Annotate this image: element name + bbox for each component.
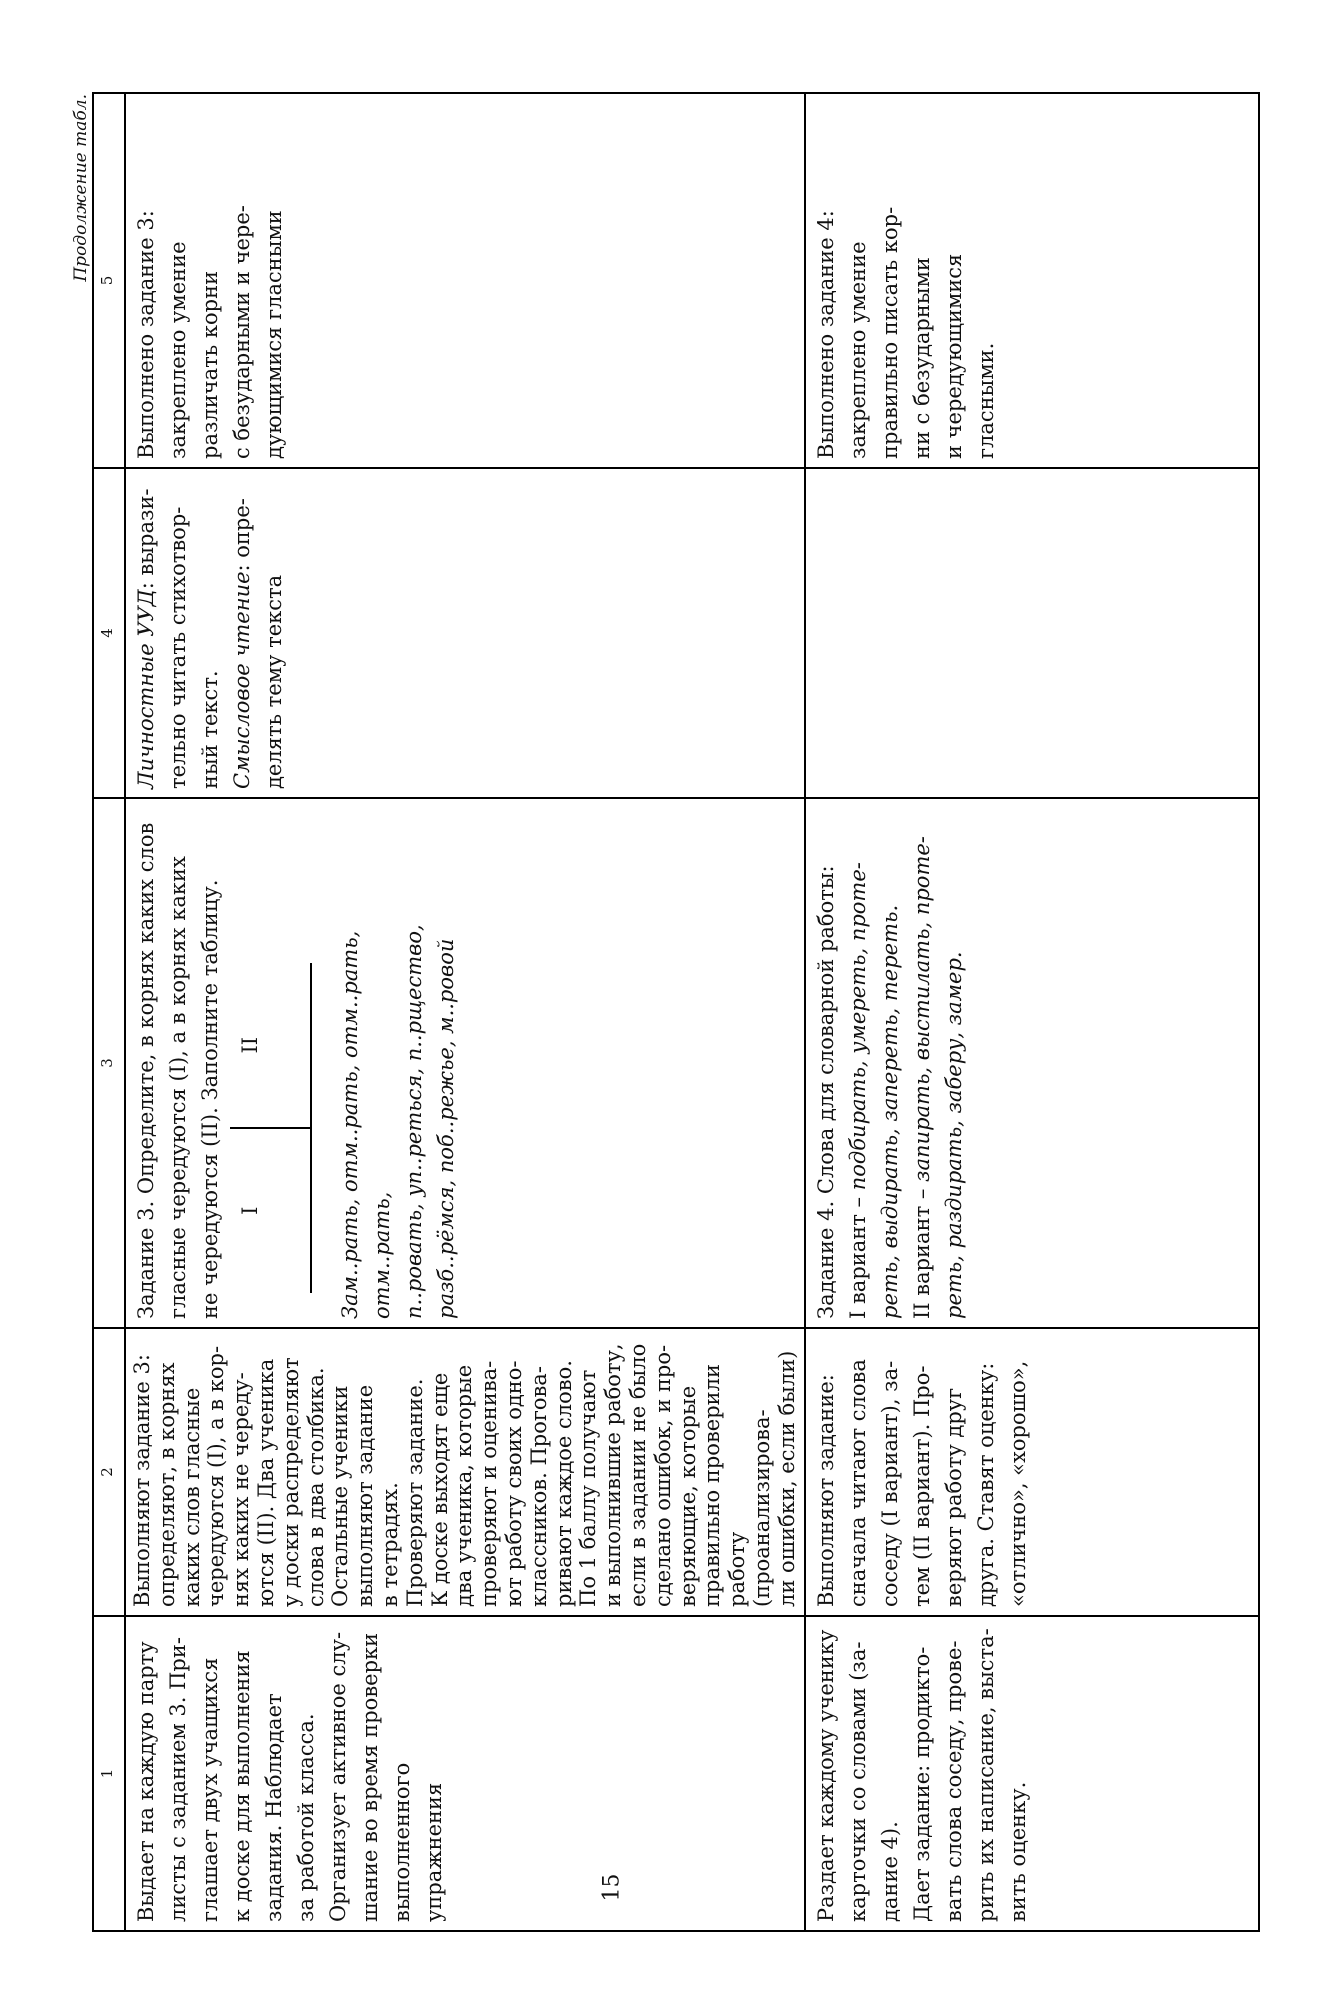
text-line: Остальные ученики: [328, 1385, 353, 1607]
text-line: [842, 807, 874, 1319]
text-line: друга. Ставят оценку:: [973, 1362, 998, 1607]
student-activity-cell: [125, 1328, 805, 1616]
variant-words: реть, раздирать, заберу, замер.: [941, 951, 966, 1319]
text-line: «отлично», «хорошо»,: [1005, 1360, 1030, 1607]
text-line: проверяют и оценива-: [477, 1360, 502, 1607]
text-line: дующимися гласными: [262, 210, 286, 459]
result-cell: [125, 93, 805, 468]
text-line: [130, 477, 162, 789]
text-line: [226, 477, 258, 789]
text-line: рить их написание, выста-: [973, 1628, 998, 1922]
column-header-3: 3: [93, 798, 125, 1328]
lesson-table: [92, 92, 1260, 1932]
text-line: Раздает каждому ученику: [813, 1629, 838, 1922]
text-line: нях каких не череду-: [229, 1372, 254, 1607]
text-fragment: : опре-: [230, 498, 254, 572]
text-line: Задание 4. Слова для словарной работы:: [813, 865, 838, 1319]
text-line: ются (II). Два ученика: [253, 1358, 278, 1607]
word-list-line: п..ровать, уп..реться, п..рщество,: [402, 924, 426, 1319]
text-line: не чередуются (II). Заполните таблицу.: [198, 879, 222, 1319]
text-line: ный текст.: [198, 670, 222, 789]
text-line: вить оценку.: [1005, 1781, 1030, 1922]
column-header-1: 1: [93, 1616, 125, 1931]
header-row: [93, 93, 125, 1931]
text-line: гласными.: [973, 342, 998, 459]
text-line: выполненного упражнения: [390, 1762, 446, 1922]
text-line: ют работу своих одно-: [501, 1360, 526, 1607]
text-line: различать корни: [198, 270, 222, 459]
text-line: в тетрадях.: [377, 1482, 402, 1607]
text-line: ривают каждое слово.: [551, 1360, 576, 1607]
task-content-cell: [125, 798, 805, 1328]
text-line: слова в два столбика.: [303, 1367, 328, 1607]
classification-header: II: [238, 1036, 262, 1054]
variant-label: I вариант –: [845, 1190, 870, 1319]
text-line: за работой класса.: [294, 1713, 318, 1922]
text-line: глашает двух учащихся: [198, 1657, 222, 1922]
text-line: Выполнено задание 3:: [134, 210, 158, 459]
classification-header: I: [238, 1206, 262, 1215]
column-header-4: 4: [93, 468, 125, 798]
page-number: 15: [599, 1873, 625, 1902]
text-line: правильно писать кор-: [877, 206, 902, 459]
text-line: каких слов гласные: [179, 1387, 204, 1607]
continued-label: Продолжение табл.: [71, 94, 91, 282]
text-line: дание 4).: [877, 1821, 902, 1922]
uud-cell: [805, 468, 1259, 798]
text-line: и выполнившие работу,: [601, 1343, 626, 1607]
text-line: задания. Наблюдает: [262, 1693, 286, 1922]
table-row-task3: [125, 93, 805, 1931]
rotated-page: [70, 94, 1260, 1932]
text-line: закреплено умение: [845, 241, 870, 459]
column-header-5: 5: [93, 93, 125, 468]
text-line: ни с безударными: [909, 257, 934, 459]
text-line: выполняют задание: [353, 1384, 378, 1607]
text-line: закреплено умение: [166, 241, 190, 459]
text-line: ли ошибки, если были): [774, 1350, 799, 1607]
text-line: работу (проанализирова-: [725, 1409, 774, 1607]
column-header-2: 2: [93, 1328, 125, 1616]
word-list-line: Зам..рать, отм..рать, отм..рать, отм..рать,: [338, 930, 394, 1319]
text-line: веряющие, которые: [675, 1385, 700, 1607]
text-line: [906, 807, 938, 1319]
text-line: К доске выходят еще: [427, 1372, 452, 1607]
text-line: Дает задание: продикто-: [909, 1646, 934, 1922]
text-line: Выполнено задание 4:: [813, 210, 838, 459]
text-line: веряют работу друг: [941, 1387, 966, 1607]
text-line: два ученика, которые: [452, 1364, 477, 1607]
text-line: с безударными и чере-: [230, 205, 254, 459]
text-line: если в задании не было: [625, 1343, 650, 1607]
variant-words: запирать, выстилать, проте-: [909, 836, 934, 1182]
classification-column-ii: [230, 963, 312, 1130]
classification-table: [230, 963, 312, 1293]
result-cell: [805, 93, 1259, 468]
text-line: вать слова соседу, прове-: [941, 1640, 966, 1922]
text-line: тем (II вариант). Про-: [909, 1365, 934, 1607]
table-row-task4: [805, 93, 1259, 1931]
text-line: По 1 баллу получают: [576, 1369, 601, 1607]
student-activity-cell: [805, 1328, 1259, 1616]
text-line: Задание 3. Определите, в корнях каких слов: [134, 822, 158, 1319]
text-line: Проверяют задание.: [402, 1378, 427, 1607]
text-line: сначала читают слова: [845, 1359, 870, 1607]
teacher-activity-cell: [125, 1616, 805, 1931]
classification-column-i: [230, 1129, 312, 1294]
text-line: правильно проверили: [700, 1364, 725, 1607]
text-line: определяют, в корнях: [154, 1362, 179, 1607]
text-line: к доске для выполнения: [230, 1650, 254, 1922]
text-line: классников. Прогова-: [526, 1366, 551, 1607]
word-list-line: разб..рёмся, поб..режье, м..ровой: [434, 938, 458, 1319]
text-line: Организует активное слу-: [326, 1631, 350, 1922]
text-line: сделано ошибок, и про-: [650, 1344, 675, 1607]
variant-words: реть, выдирать, запереть, тереть.: [877, 904, 902, 1319]
text-line: карточки со словами (за-: [845, 1641, 870, 1922]
variant-label: II вариант –: [909, 1181, 934, 1319]
uud-cell: [125, 468, 805, 798]
text-line: и чередующимися: [941, 253, 966, 459]
text-line: Выполняют задание:: [813, 1374, 838, 1607]
text-line: гласные чередуются (I), а в корнях каких: [166, 856, 190, 1319]
text-line: делять тему текста: [262, 574, 286, 789]
text-line: Выполняют задание 3:: [130, 1354, 154, 1607]
teacher-activity-cell: [805, 1616, 1259, 1931]
uud-term: Смысловое чтение: [230, 571, 254, 789]
uud-term: Личностные УУД: [134, 589, 158, 789]
text-line: листы с заданием 3. При-: [166, 1637, 190, 1922]
text-line: шание во время проверки: [358, 1632, 382, 1922]
text-line: чередуются (I), а в кор-: [204, 1345, 229, 1607]
task-content-cell: [805, 798, 1259, 1328]
text-line: соседу (I вариант), за-: [877, 1360, 902, 1607]
text-fragment: : вырази-: [134, 488, 158, 590]
text-line: у доски распределяют: [278, 1357, 303, 1607]
text-line: тельно читать стихотвор-: [166, 506, 190, 789]
text-line: Выдает на каждую парту: [134, 1641, 158, 1922]
variant-words: подбирать, умереть, проте-: [845, 862, 870, 1191]
